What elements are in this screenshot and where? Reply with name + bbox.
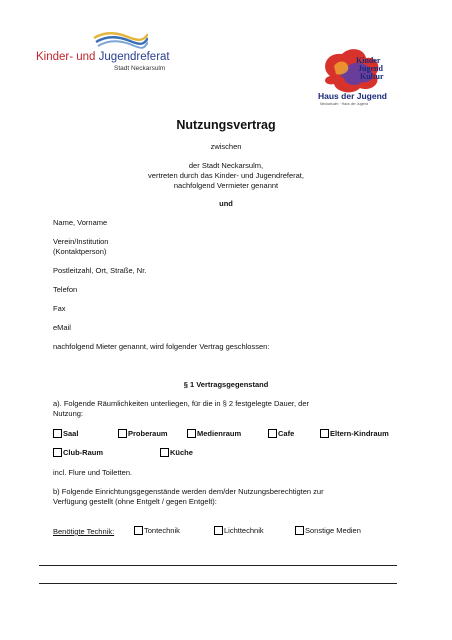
field-address: Postleitzahl, Ort, Straße, Nr. (53, 266, 147, 275)
fill-in-line[interactable] (39, 565, 397, 566)
room-option-kueche[interactable]: Küche (160, 448, 193, 457)
svg-text:Kinder: Kinder (356, 56, 381, 65)
field-email: eMail (53, 323, 71, 332)
technik-option-tontechnik[interactable]: Tontechnik (134, 526, 180, 535)
document-title: Nutzungsvertrag (176, 118, 276, 132)
logo-wordmark: Kinder- und Jugendreferat (36, 51, 170, 63)
technik-option-sonstige-medien[interactable]: Sonstige Medien (295, 526, 361, 535)
zwischen-text: zwischen (210, 142, 242, 151)
section1-heading: § 1 Vertragsgegenstand (183, 380, 269, 389)
room-option-club-raum[interactable]: Club-Raum (53, 448, 103, 457)
incl-text: incl. Flure und Toiletten. (53, 468, 133, 477)
checkbox[interactable] (187, 429, 196, 438)
room-option-saal[interactable]: Saal (53, 429, 78, 438)
section1-a-line1: a). Folgende Räumlichkeiten unterliegen, für die in § 2 festgelegte Dauer, der (53, 399, 309, 408)
room-option-eltern-kindraum[interactable]: Eltern-Kindraum (320, 429, 389, 438)
checkbox[interactable] (160, 448, 169, 457)
haus-der-jugend-small-text: Neckarsulm · Haus der Jugend (320, 102, 369, 106)
logo-subtitle: Stadt Neckarsulm (114, 65, 166, 72)
checkbox[interactable] (214, 526, 223, 535)
checkbox[interactable] (134, 526, 143, 535)
field-kontaktperson: (Kontaktperson) (53, 247, 107, 256)
field-fax: Fax (53, 304, 66, 313)
field-telefon: Telefon (53, 285, 78, 294)
room-option-medienraum[interactable]: Medienraum (187, 429, 241, 438)
haus-der-jugend-label: Haus der Jugend (318, 91, 387, 101)
vermieter-line2: vertreten durch das Kinder- und Jugendreferat, (148, 171, 304, 180)
checkbox[interactable] (320, 429, 329, 438)
room-option-proberaum[interactable]: Proberaum (118, 429, 168, 438)
checkbox[interactable] (118, 429, 127, 438)
field-name: Name, Vorname (53, 218, 108, 227)
svg-text:Kultur: Kultur (360, 72, 384, 81)
checkbox[interactable] (268, 429, 277, 438)
checkbox[interactable] (295, 526, 304, 535)
vermieter-line3: nachfolgend Vermieter genannt (173, 181, 279, 190)
vermieter-line1: der Stadt Neckarsulm, (188, 161, 264, 170)
room-option-cafe[interactable]: Cafe (268, 429, 294, 438)
technik-label: Benötigte Technik: (53, 527, 115, 536)
checkbox[interactable] (53, 429, 62, 438)
section1-b-line1: b) Folgende Einrichtungsgegenstände werden dem/der Nutzungsberechtigten zur (53, 487, 324, 496)
checkbox[interactable] (53, 448, 62, 457)
mieter-text: nachfolgend Mieter genannt, wird folgender Vertrag geschlossen: (53, 342, 270, 351)
technik-option-lichttechnik[interactable]: Lichttechnik (214, 526, 264, 535)
field-verein: Verein/Institution (53, 237, 109, 246)
section1-a-line2: Nutzung: (53, 409, 84, 418)
und-text: und (219, 199, 233, 208)
fill-in-line[interactable] (39, 583, 397, 584)
section1-b-line2: Verfügung gestellt (ohne Entgelt / gegen Entgelt): (53, 497, 217, 506)
svg-text:Jugend: Jugend (358, 64, 383, 73)
